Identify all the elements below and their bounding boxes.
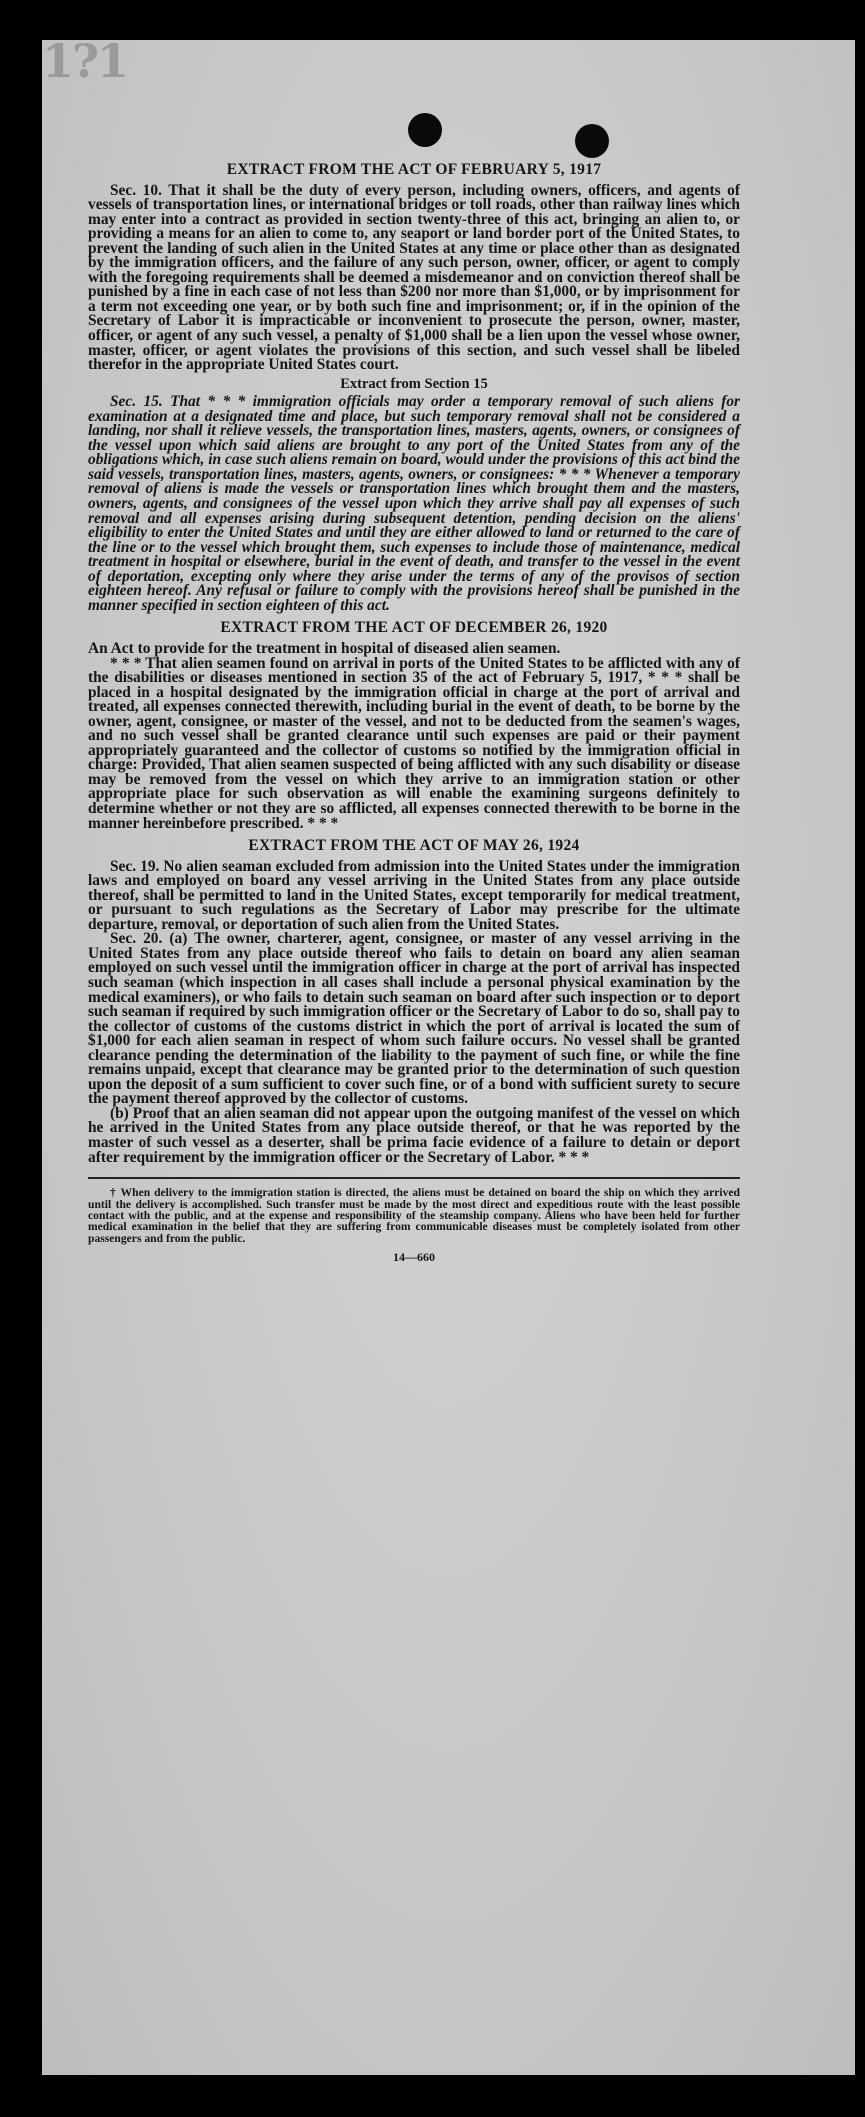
- paragraph-sec-19: Sec. 19. No alien seaman excluded from admission into the United States under the immigration laws and employed on board any vessel arriving in the United States from any place outside thereof, shall be permitted to land in the United States, except temporarily for medical treatment, or pursuant to such regulations as the Secretary of Labor may prescribe for the ultimate departure, removal, or deportation of such alien from the United States.: [88, 857, 740, 933]
- footnote-text: † When delivery to the immigration station is directed, the aliens must be detained on board the ship on which they arrived until the delivery is accomplished. Such transfer must be made by the most direct and expeditious route with the least possible contact with the public, and at the expense and responsibility of the steamship company. Aliens who have been held for further medical examination in the belief that they are suffering from communicable diseases must be completely isolated from other passengers and from the public.: [88, 1186, 740, 1245]
- document-text: [88, 163, 740, 1265]
- heading-act-1917: EXTRACT FROM THE ACT OF FEBRUARY 5, 1917: [226, 161, 602, 178]
- paragraph-sec-10: Sec. 10. That it shall be the duty of every person, including owners, officers, and agents of vessels of transportation lines, or international bridges or toll roads, other than railway lines which may enter into a contract as provided in section twenty-three of this act, bringing an alien to, or providing a means for an alien to come to, any seaport or land border port of the United States, to prevent the landing of such alien in the United States at any time or place other than as designated by the immigration officers, and the failure of any such person, owner, officer, or agent to comply with the foregoing requirements shall be deemed a misdemeanor and on conviction thereof shall be punished by a fine in each case of not less than $200 nor more than $1,000, or by imprisonment for a term not exceeding one year, or by both such fine and imprisonment; or, if in the opinion of the Secretary of Labor it is impracticable or inconvenient to prosecute the person, owner, master, officer, or agent of any such vessel, a penalty of $1,000 shall be a lien upon the vessel whose owner, master, officer, or agent violates the provisions of this section, and such vessel shall be libeled therefor in the appropriate United States court.: [88, 181, 740, 374]
- paragraph-act-1920: * * * That alien seamen found on arrival in ports of the United States to be afflicted with any of the disabilities or diseases mentioned in section 35 of the act of February 5, 1917, * * * shall be placed in a hospital designated by the immigration official in charge at the port of arrival and treated, all expenses connected therewith, including burial in the event of death, to be borne by the owner, agent, consignee, or master of the vessel, and not to be deducted from the seamen's wages, and no such vessel shall be granted clearance until such expenses are paid or their payment appropriately guaranteed and the collector of customs so notified by the immigration official in charge: Provided, That alien seamen suspected of being afflicted with any such disability or disease may be removed from the vessel on which they arrive to an immigration station or other appropriate place for such observation as will enable the examining surgeons definitely to determine whether or not they are so afflicted, all expenses connected therewith to be borne in the manner hereinbefore prescribed. * * *: [88, 654, 740, 832]
- punch-hole-right: [575, 124, 609, 158]
- punch-hole-left: [408, 113, 442, 147]
- heading-act-1924: EXTRACT FROM THE ACT OF MAY 26, 1924: [248, 837, 580, 855]
- paragraph-sec-20a: Sec. 20. (a) The owner, charterer, agent, consignee, or master of any vessel arriving in the United States from any place outside thereof who fails to detain on board any alien seaman employed on such vessel until the immigration officer in charge at the port of arrival has inspected such seaman (which inspection in all cases shall include a personal physical examination by the medical examiners), or who fails to detain such seaman on board after such inspection or to deport such seaman if required by such immigration officer or the Secretary of Labor to do so, shall pay to the collector of customs of the customs district in which the port of arrival is located the sum of $1,000 for each alien seaman in respect of whom such failure occurs. No vessel shall be granted clearance pending the determination of the liability to the payment of such fine, or while the fine remains unpaid, except that clearance may be granted prior to the determination of such question upon the deposit of a sum sufficient to cover such fine, or of a bond with sufficient surety to secure the payment thereof approved by the collector of customs.: [88, 930, 740, 1108]
- subheading-section-15: Extract from Section 15: [340, 375, 488, 392]
- act-1920-intro: An Act to provide for the treatment in hospital of diseased alien seamen.: [88, 639, 561, 657]
- divider-rule: [88, 1177, 740, 1179]
- paragraph-sec-15: Sec. 15. That * * * immigration officials may order a temporary removal of such aliens for examination at a designated time and place, but such temporary removal shall not be considered a landing, nor shall it relieve vessels, the transportation lines, masters, agents, owners, or consignees of the vessel upon which said aliens are brought to any port of the United States from any of the obligations which, in case such aliens remain on board, would under the provisions of this act bind the said vessels, transportation lines, masters, agents, owners, or consignees: * * * Whenever a temporary removal of aliens is made the vessels or transportation lines which brought them and the masters, owners, agents, and consignees of the vessel upon which they arrive shall pay all expenses of such removal and all expenses arising during subsequent detention, pending decision on the aliens' eligibility to enter the United States and until they are either allowed to land or returned to the care of the line or to the vessel which brought them, such expenses to include those of maintenance, medical treatment in hospital or elsewhere, burial in the event of death, and transfer to the vessel in the event of deportation, excepting only where they arise under the terms of any of the provisos of section eighteen hereof. Any refusal or failure to comply with the provisions hereof shall be punished in the manner specified in section eighteen of this act.: [88, 393, 740, 614]
- form-code: 14—660: [393, 1250, 435, 1265]
- footnote-block: [88, 1187, 740, 1244]
- paragraph-sec-20b: (b) Proof that an alien seaman did not appear upon the outgoing manifest of the vessel on which he arrived in the United States from any place outside thereof, or that he was reported by the master of such vessel as a deserter, shall be prima facie evidence of a failure to detain or deport after requirement by the immigration officer or the Secretary of Labor. * * *: [88, 1104, 740, 1166]
- margin-mark: 1?1: [42, 34, 127, 88]
- heading-act-1920: EXTRACT FROM THE ACT OF DECEMBER 26, 1920: [220, 619, 608, 637]
